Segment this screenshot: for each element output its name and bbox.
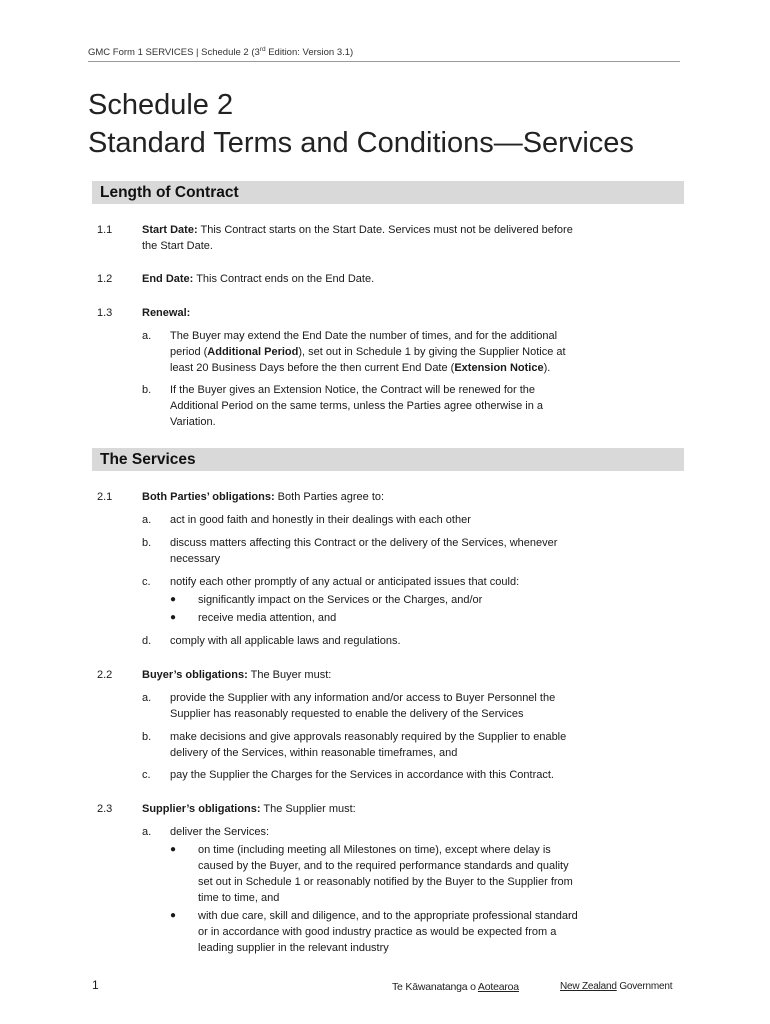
line: necessary (170, 553, 221, 565)
line: time to time, and (198, 892, 280, 904)
subclause-2-2-b (170, 729, 650, 761)
subclause-2-1-b (170, 535, 650, 567)
line: with due care, skill and diligence, and to the appropriate professional standard (198, 910, 578, 922)
subclause-2-3-a: deliver the Services: (170, 826, 270, 838)
bullet-item (198, 842, 668, 906)
clause-2-2 (142, 667, 642, 683)
line: Supplier has reasonably requested to enable the delivery of the Services (170, 708, 524, 720)
line: If the Buyer gives an Extension Notice, the Contract will be renewed for the (170, 384, 536, 396)
defined-term: Extension Notice (454, 362, 544, 374)
footer-text: New Zealand (560, 981, 617, 992)
subclause-2-2-c: pay the Supplier the Charges for the Services in accordance with this Contract. (170, 769, 554, 781)
clause-text: Both Parties agree to: (274, 491, 385, 503)
bullet-item: receive media attention, and (198, 612, 337, 624)
line: The Buyer may extend the End Date the number of times, and for the additional (170, 330, 558, 342)
line: leading supplier in the relevant industry (198, 942, 389, 954)
clause-number: 2.1 (97, 491, 113, 503)
clause-label: Start Date: (142, 224, 198, 236)
clause-2-1 (142, 489, 642, 505)
subclause-letter: b. (142, 384, 152, 396)
title-line-1: Schedule 2 (88, 89, 234, 121)
subclause-letter: c. (142, 769, 151, 781)
line: ). (543, 362, 551, 374)
running-header (88, 46, 680, 62)
header-prefix: GMC Form 1 SERVICES | Schedule 2 (3 (88, 47, 260, 59)
subclause-1-3-a (170, 328, 650, 376)
clause-label: Renewal: (142, 307, 191, 319)
clause-text: This Contract ends on the End Date. (193, 273, 375, 285)
subclause-2-1-d: comply with all applicable laws and regulations. (170, 635, 401, 647)
line: caused by the Buyer, and to the required performance standards and quality (198, 860, 569, 872)
page-title (88, 86, 698, 162)
line: least 20 Business Days before the then current End Date ( (170, 362, 455, 374)
subclause-letter: b. (142, 731, 152, 743)
footer-text: Aotearoa (477, 981, 519, 993)
clause-text: The Buyer must: (247, 669, 332, 681)
line: provide the Supplier with any information and/or access to Buyer Personnel the (170, 692, 556, 704)
line: or in accordance with good industry practice as would be expected from a (198, 926, 557, 938)
line: on time (including meeting all Milestones on time), except where delay is (198, 844, 551, 856)
title-line-2: Standard Terms and Conditions—Services (88, 127, 634, 159)
subclause-2-2-a (170, 690, 650, 722)
bullet-item (198, 908, 668, 956)
line: set out in Schedule 1 or reasonably notified by the Buyer to the Supplier from (198, 876, 573, 888)
subclause-2-1-a: act in good faith and honestly in their dealings with each other (170, 514, 471, 526)
subclause-letter: c. (142, 576, 151, 588)
clause-label: Buyer’s obligations: (142, 669, 248, 681)
section-heading-length: Length of Contract (92, 181, 684, 204)
line: make decisions and give approvals reasonably required by the Supplier to enable (170, 731, 567, 743)
clause-number: 1.3 (97, 307, 113, 319)
clause-2-3 (142, 801, 642, 817)
clause-text: The Supplier must: (260, 803, 356, 815)
subclause-letter: a. (142, 514, 152, 526)
subclause-letter: a. (142, 826, 152, 838)
subclause-1-3-b (170, 382, 650, 430)
footer-text: Te Kāwanatanga o (392, 981, 478, 993)
subclause-letter: d. (142, 635, 152, 647)
subclause-2-1-c: notify each other promptly of any actual or anticipated issues that could: (170, 576, 520, 588)
footer-text: Government (616, 981, 673, 992)
header-suffix: Edition: Version 3.1) (265, 47, 354, 59)
clause-label: End Date: (142, 273, 194, 285)
line: period ( (170, 346, 208, 358)
bullet-icon: ● (170, 612, 177, 623)
line: ), set out in Schedule 1 by giving the Supplier Notice at (298, 346, 566, 358)
page-number: 1 (92, 978, 99, 992)
subclause-letter: a. (142, 330, 152, 342)
clause-number: 2.3 (97, 803, 113, 815)
header-sup: rd (259, 46, 266, 53)
clause-number: 2.2 (97, 669, 113, 681)
bullet-icon: ● (170, 594, 177, 605)
clause-number: 1.1 (97, 224, 113, 236)
clause-number: 1.2 (97, 273, 113, 285)
clause-1-2 (142, 271, 642, 287)
section-heading-services: The Services (92, 448, 684, 471)
bullet-icon: ● (170, 910, 177, 921)
clause-text: the Start Date. (142, 240, 213, 252)
footer-maori-logo (392, 981, 519, 993)
bullet-icon: ● (170, 844, 177, 855)
clause-1-3 (142, 305, 190, 321)
footer-government-logo (560, 981, 672, 992)
line: discuss matters affecting this Contract or the delivery of the Services, whenever (170, 537, 558, 549)
clause-label: Supplier’s obligations: (142, 803, 261, 815)
clause-1-1 (142, 222, 642, 254)
line: Additional Period on the same terms, unless the Parties agree otherwise in a (170, 400, 543, 412)
defined-term: Additional Period (207, 346, 299, 358)
subclause-letter: b. (142, 537, 152, 549)
subclause-letter: a. (142, 692, 152, 704)
line: Variation. (170, 416, 216, 428)
clause-text: This Contract starts on the Start Date. Services must not be delivered before (197, 224, 573, 236)
line: delivery of the Services, within reasonable timeframes, and (170, 747, 458, 759)
bullet-item: significantly impact on the Services or the Charges, and/or (198, 594, 483, 606)
clause-label: Both Parties’ obligations: (142, 491, 275, 503)
